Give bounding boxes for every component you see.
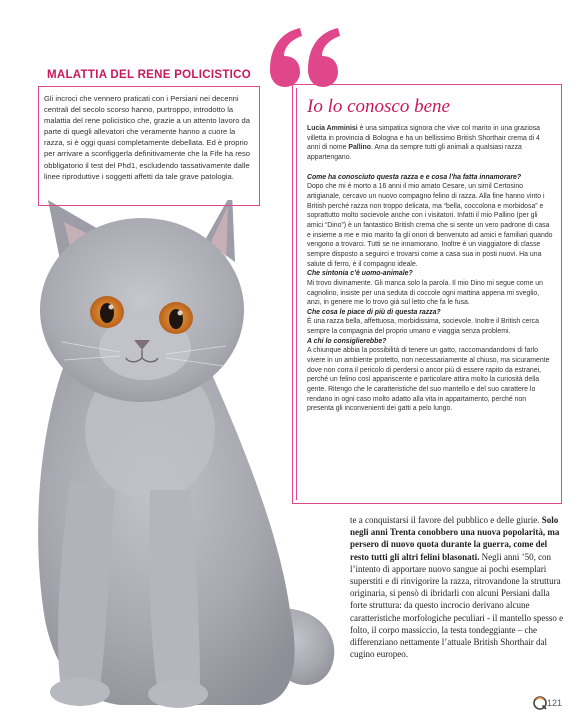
sidebar-text: Gli incroci che vennero praticati con i Persiani nei decenni centrali del secolo scorso hanno, purtroppo, introdotto la malattia del rene policistico che, grazie a un attento lavoro da parte di quegli allevatori che veramente hanno a cuore la razza, si è oggi quasi completamente debellata. Ed è proprio per arrivare a sconfiggerla definitivamente che la Fife ha reso obbligatorio il test del Phd1, escludendo tassativamente dalle linee riproduttive i soggetti affetti da tale grave patologia. — [44, 94, 250, 181]
quotation-mark-icon — [266, 26, 342, 88]
article-body — [350, 514, 564, 710]
answer-2: Mi trovo divinamente. Gli manca solo la parola. Il mio Dino mi segue come un cagnolino, insiste per una seduta di coccole ogni mattina appena mi sveglio, anzi, in genere me lo trovo già sul letto che fa le fusa. — [307, 279, 543, 307]
interviewee-name: Lucia Amminisi — [307, 125, 358, 132]
answer-1: Dopo che mi è morto a 16 anni il mio amato Cesare, un simil Certosino artigianale, cercavo un nuovo compagno felino di razza. Alla fine hanno vinto i British perché razza non troppo delicata, ma “bella, coccolona e morbidosa” e soprattutto molto socievole anche con i visitatori. Infatti il mio Pallino (per gli amici “Dino”) è un fantastico British crema che si sente un vero padrone di casa e insieme a me e mio marito fa gli onori di benvenuto ad amici e familiari quando vengono a trovarci. Tutti se ne innamorano. Inoltre è un viaggiatore di classe sempre disposto a seguirci e trovarsi come a casa sua in posti nuovi. Ha una salute di ferro, è il compagno ideale. — [307, 183, 553, 268]
sidebar-body — [44, 93, 258, 197]
magazine-logo-icon — [533, 696, 547, 710]
sidebar-title: MALATTIA DEL RENE POLICISTICO — [47, 69, 251, 81]
question-2: Che sintonia c’è uomo-animale? — [307, 270, 413, 278]
answer-3: È una razza bella, affettuosa, morbidissima, socievole. Inoltre il British cerca sempre la compagnia del proprio umano e viaggia senza problemi. — [307, 318, 539, 336]
interview-text — [307, 124, 553, 496]
question-3: Che cosa le piace di più di questa razza? — [307, 308, 441, 316]
interview-title: Io lo conosco bene — [307, 96, 450, 117]
interview-intro: Lucia Amminisi è una simpatica signora che vive col marito in una graziosa villetta in provincia di Bologna e ha un bellissimo British Shorthair crema di 4 anni di nome Pallino. Ama da sempre tutti gli animali a qualsiasi razza appartengano. — [307, 125, 540, 161]
question-1: Come ha conosciuto questa razza e e cosa l’ha fatta innamorare? — [307, 173, 522, 181]
article-bold-text: Solo negli anni Trenta conobbero una nuova popolarità, ma persero di nuovo quota durante la guerra, come del resto tutti gli altri felini blasonati. — [350, 515, 560, 562]
page-number: 121 — [547, 698, 563, 708]
article-paragraph: te a conquistarsi il favore del pubblico e delle giurie. Solo negli anni Trenta conobbero una nuova popolarità, ma persero di nuovo quota durante la guerra, come del resto tutti gli altri felini blasonati. Negli anni ’50, con l’intento di apportare nuovo sangue ai pochi esemplari superstiti e di rinvigorire la razza, ritrovandone la struttura originaria, si pensò di ibridarli con alcuni Persiani dalla forte struttura: da questo incrocio derivano alcune caratteristiche morfologiche peculiari - il mantello spesso e folto, il corpo massiccio, la testa tondeggiante – che differenziano nettamente l’attuale British Shorthair dal cugino europeo. — [350, 515, 564, 660]
question-4: A chi lo consiglierebbe? — [307, 337, 387, 345]
cat-name: Pallino — [348, 144, 371, 152]
answer-4: A chiunque abbia la possibilità di tenere un gatto, raccomandandomi di farlo vivere in un ambiente protetto, non necessariamente al chiuso, ma sicuramente dove non corra il pericolo di perdersi o ancor più di essere rapito da estranei, perché un felino così appariscente e particolare attira molto la curiosità della gente. Ritengo che le caratteristiche del suo mantello e del suo carattere lo rendano in ogni caso molto adatto alla vita in appartamento, perché non presenta gli inconvenienti dei gatti a pelo lungo. — [307, 347, 550, 413]
